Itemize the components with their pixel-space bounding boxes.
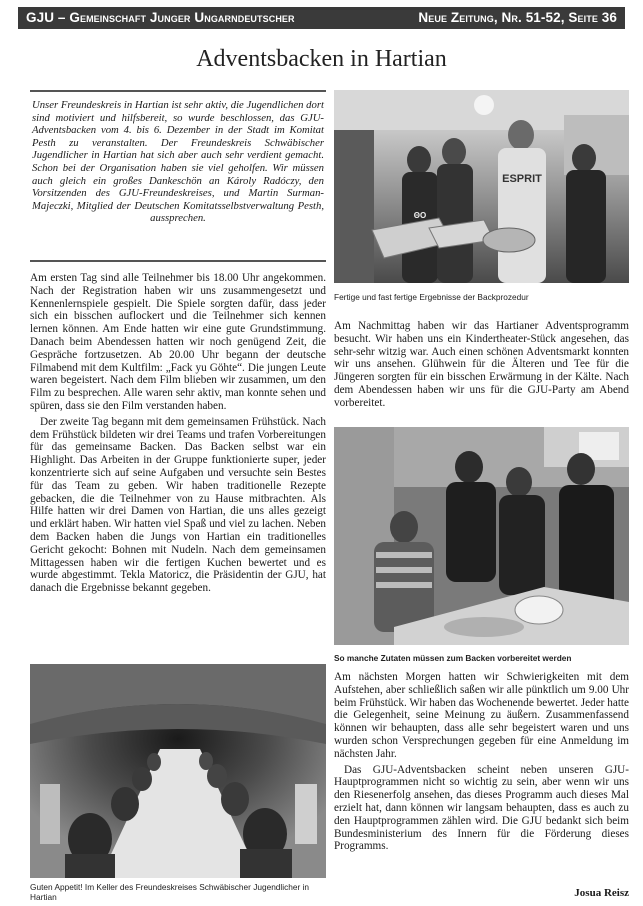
article-intro: Unser Freundeskreis in Hartian ist sehr aktiv, die Jugendlichen dort sind motiviert und hilfsbereit, so wurde beschlossen, das GJU-Adventsbacken vom 4. bis 6. Dezember in der Stadt im Komitat Pesth zu veranstalten. Der Freundeskreis Schwäbischer Jugendlicher in Hartian hat sich aber auch sehr verdient gemacht. Schon bei der Organisation haben sie viel geholfen. Wir müssen auch gleich ein großes Dankeschön an Károly Radóczy, den Vorsitzenden des GJU-Freundeskreises, und Martin Surman-Majeczki, Mitglied der Deutschen Komitatsselbstverwaltung Pesth, aussprechen. — [30, 90, 326, 262]
photo-cellar-dinner — [30, 664, 326, 878]
shirt-print-text: ESPRIT — [502, 173, 542, 185]
paragraph-conclusion: Das GJU-Adventsbacken scheint neben unseren GJU-Hauptprogrammen nicht so wichtig zu sein, aber wenn wir uns den Riesenerfolg ansehen, das dieses Programm auch dieses Mal erzielt hat, dann können wir langsam behaupten, dass es auch zu den Hauptprogrammen zählen wird. Die GJU bedankt sich beim Bundesministerium des Innern für die Förderung dieses Programms. — [334, 763, 629, 853]
header-issue-info: Neue Zeitung, Nr. 51-52, Seite 36 — [418, 10, 617, 25]
paragraph-next-morning: Am nächsten Morgen hatten wir Schwierigkeiten mit dem Aufstehen, aber schließlich saßen wir alle pünktlich um 9.00 Uhr beim Frühstück. Wir haben das Wochenende bewertet. Jeder hatte die Gelegenheit, seine Meinung zu äußern. Zusammenfassend können wir behaupten, dass alle sehr begeistert waren und uns wurden schon Versprechungen gegeben für eine Anmeldung im nächsten Jahr. — [334, 671, 629, 760]
article-column-left — [30, 272, 326, 598]
paragraph-second-day: Der zweite Tag begann mit dem gemeinsamen Frühstück. Nach dem Frühstück bildeten wir drei Teams und trafen Vorbereitungen für das gemeinsame Backen. Das Backen selbst war ein Highlight. Das Arbeiten in der Gruppe funktionierte super, jeder konzentrierte sich auf seine Aufgaben und versuchte sein Bestes für das Team zu geben. Wir haben traditionelle Rezepte gebacken, die die Teilnehmer von zu Hause mitbrachten. Als Hilfe hatten wir drei Damen von Hartian, die uns alles gezeigt und erklärt haben. Wir hatten viel Spaß und viel zu lachen. Neben dem Backen haben die Jungs von Hartian ein traditionelles Gericht gekocht: Bohnen mit Nudeln. Nach dem gemeinsamen Mittagessen haben wir die fertigen Kuchen bewertet und es wurde abgestimmt. Tekla Matoricz, die Präsidentin der GJU, hat danach die Ergebnisse bekannt gegeben. — [30, 415, 326, 595]
photo-caption-cellar: Guten Appetit! Im Keller des Freundeskreises Schwäbischer Jugendlicher in Hartian — [30, 882, 310, 902]
shirt-print-text-2: ΘΟ — [413, 211, 427, 220]
photo-baking-results — [334, 90, 629, 283]
paragraph-afternoon: Am Nachmittag haben wir das Hartianer Adventsprogramm besucht. Wir haben uns ein Kindertheater-Stück angesehen, das sehr-sehr witzig war. Auch einen schönen Adventsmarkt konnten wir uns ansehen. Glühwein für die Älteren und Tee für die Jüngeren sorgten für ein bisschen Erwärmung in der Kälte. Nach dem Abendessen haben wir uns für die GJU-Party am Abend vorbereitet. — [334, 320, 629, 409]
article-column-right-lower — [334, 671, 629, 856]
photo-caption-ingredients: So manche Zutaten müssen zum Backen vorbereitet werden — [334, 653, 572, 663]
photo-preparing-ingredients — [334, 427, 629, 645]
header-section-title: GJU – Gemeinschaft Junger Ungarndeutscher — [26, 10, 295, 25]
article-column-right-upper — [334, 320, 629, 413]
article-title: Adventsbacken in Hartian — [196, 46, 447, 72]
photo-caption-baking-results: Fertige und fast fertige Ergebnisse der Backprozedur — [334, 292, 529, 302]
paragraph-first-day: Am ersten Tag sind alle Teilnehmer bis 18.00 Uhr angekommen. Nach der Registration haben wir uns zusammengesetzt und Kennenlernspiele gespielt. Die Spiele sorgten dafür, dass jeder sich ein bisschen auflockert und die Teilnehmer sich kennen lernen können. Am Ende hatten wir eine gute Grundstimmung. Danach beim Abendessen hatten wir noch genügend Zeit, die Gespräche fortzusetzen. Ab 20.00 Uhr begann der deutsche Filmabend mit dem Kultfilm: „Fack yu Göhte“. Die jungen Leute waren begeistert. Nach dem Film blieben wir zusammen, um den Film zu besprechen. Alle waren sehr aktiv, man konnte sehen und spüren, dass sie den Film verstanden haben. — [30, 272, 326, 412]
article-author: Josua Reisz — [574, 887, 629, 899]
page-header-bar — [18, 7, 625, 29]
